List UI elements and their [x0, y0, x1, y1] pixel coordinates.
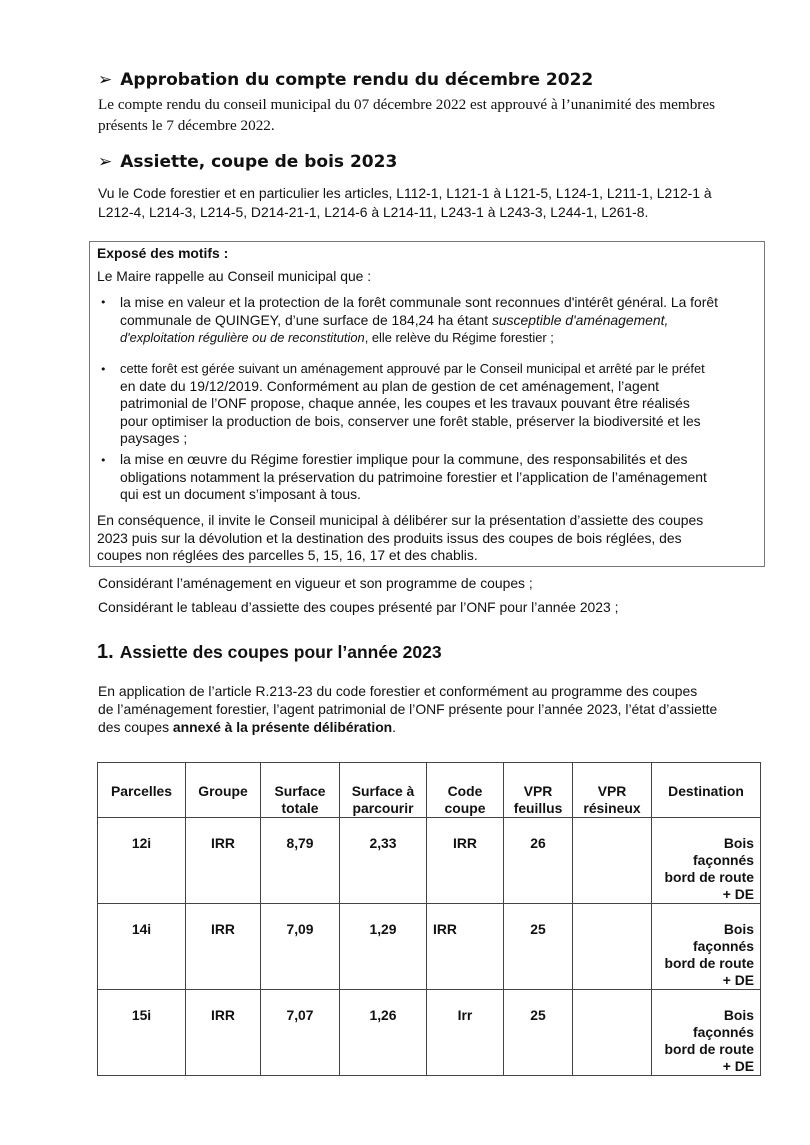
arrow-bullet-icon: ➢ [98, 152, 113, 172]
motifs-intro: Le Maire rappelle au Conseil municipal que : [97, 268, 372, 284]
cell-vpr-resineux [573, 818, 652, 904]
heading-approbation-text: Approbation du compte rendu du décembre 2022 [120, 70, 594, 90]
motifs-title: Exposé des motifs : [97, 245, 229, 261]
heading-assiette [98, 152, 397, 172]
motifs-bullet-2 [120, 360, 757, 448]
vu-code-forestier-paragraph [98, 184, 758, 222]
bullet-line: la mise en valeur et la protection de la forêt communale sont reconnues d'intérêt général. La forêt [120, 294, 718, 310]
table-header-row [98, 763, 761, 818]
section-1-line-bold: annexé à la présente délibération [172, 719, 393, 735]
assiette-table [97, 762, 761, 1076]
conclusion-line: coupes non réglées des parcelles 5, 15, 16, 17 et des chablis. [97, 547, 478, 563]
cell-vpr-feuillus: 25 [504, 990, 573, 1076]
bullet-line: la mise en œuvre du Régime forestier implique pour la commune, des responsabilités et des [120, 451, 688, 467]
section-1-line: des coupes [98, 719, 173, 735]
cell-groupe: IRR [186, 818, 261, 904]
header-parcelles: Parcelles [98, 763, 186, 818]
cell-groupe: IRR [186, 904, 261, 990]
header-surface-totale: Surface totale [261, 763, 340, 818]
header-code-coupe: Code coupe [427, 763, 504, 818]
cell-vpr-feuillus: 26 [504, 818, 573, 904]
table-row [98, 818, 761, 904]
heading-assiette-text: Assiette, coupe de bois 2023 [120, 152, 398, 172]
cell-surface-totale: 8,79 [261, 818, 340, 904]
conclusion-line: En conséquence, il invite le Conseil municipal à délibérer sur la présentation d’assiette des coupes [97, 512, 704, 528]
cell-parcelle: 15i [98, 990, 186, 1076]
table-row [98, 990, 761, 1076]
cell-destination: Bois façonnés bord de route + DE [652, 904, 761, 990]
considerant-tableau: Considérant le tableau d’assiette des coupes présenté par l’ONF pour l’année 2023 ; [98, 599, 619, 615]
cell-code-coupe: Irr [427, 990, 504, 1076]
section-1-number: 1. [97, 641, 114, 663]
bullet-line-italic: d'exploitation régulière ou de reconstitution [120, 330, 365, 345]
bullet-line: , elle relève du Régime forestier ; [364, 330, 554, 345]
heading-approbation [98, 70, 593, 90]
cell-destination: Bois façonnés bord de route + DE [652, 990, 761, 1076]
cell-surface-totale: 7,09 [261, 904, 340, 990]
cell-parcelle: 12i [98, 818, 186, 904]
bullet-icon: • [100, 296, 107, 309]
bullet-icon: • [100, 363, 107, 376]
considerant-amenagement: Considérant l’aménagement en vigueur et son programme de coupes ; [98, 575, 533, 591]
section-1-line: . [392, 719, 397, 735]
motifs-conclusion [97, 512, 757, 565]
table-row [98, 904, 761, 990]
header-surface-parcourir: Surface à parcourir [340, 763, 427, 818]
bullet-line: communale de QUINGEY, d’une surface de 184,24 ha étant [120, 311, 492, 328]
header-destination: Destination [652, 763, 761, 818]
vu-code-line: L212-4, L214-3, L214-5, D214-21-1, L214-6 à L214-11, L243-1 à L243-3, L244-1, L261-8. [98, 204, 649, 220]
cell-surface-parcourir: 1,26 [340, 990, 427, 1076]
approbation-line: Le compte rendu du conseil municipal du 07 décembre 2022 est approuvé à l’unanimité des membres [98, 96, 716, 113]
bullet-line: paysages ; [120, 430, 188, 446]
cell-code-coupe: IRR [427, 904, 504, 990]
arrow-bullet-icon: ➢ [98, 70, 113, 90]
cell-groupe: IRR [186, 990, 261, 1076]
section-1-title: Assiette des coupes pour l’année 2023 [119, 642, 442, 662]
bullet-icon: • [100, 454, 107, 467]
section-1-paragraph [98, 682, 758, 736]
bullet-line: qui est un document s’imposant à tous. [120, 486, 361, 502]
header-groupe: Groupe [186, 763, 261, 818]
section-1-line: de l’aménagement forestier, l’agent patrimonial de l’ONF présente pour l’année 2023, l’état d’assiette [98, 701, 718, 717]
header-vpr-feuillus: VPR feuillus [504, 763, 573, 818]
cell-surface-parcourir: 1,29 [340, 904, 427, 990]
bullet-line-italic: susceptible d'aménagement, [491, 311, 669, 328]
motifs-bullet-3 [120, 451, 757, 504]
section-1-heading [97, 641, 442, 664]
vu-code-line: Vu le Code forestier et en particulier les articles, L112-1, L121-1 à L121-5, L124-1, L211-1, L212-1 à [98, 185, 712, 201]
bullet-line: patrimonial de l’ONF propose, chaque année, les coupes et les travaux pouvant être réalisés [120, 395, 690, 411]
cell-destination: Bois façonnés bord de route + DE [652, 818, 761, 904]
bullet-line: en date du 19/12/2019. Conformément au plan de gestion de cet aménagement, l’agent [120, 377, 660, 394]
motifs-bullet-1 [120, 294, 757, 347]
bullet-line: pour optimiser la production de bois, conserver une forêt stable, préserver la biodiversité et les [120, 412, 701, 429]
cell-parcelle: 14i [98, 904, 186, 990]
cell-code-coupe: IRR [427, 818, 504, 904]
conclusion-line: 2023 puis sur la dévolution et la destination des produits issus des coupes de bois réglées, des [97, 529, 682, 546]
cell-vpr-feuillus: 25 [504, 904, 573, 990]
section-1-line: En application de l’article R.213-23 du code forestier et conformément au programme des coupes [98, 683, 698, 699]
approbation-paragraph [98, 94, 758, 136]
cell-surface-parcourir: 2,33 [340, 818, 427, 904]
cell-vpr-resineux [573, 990, 652, 1076]
cell-vpr-resineux [573, 904, 652, 990]
header-vpr-resineux: VPR résineux [573, 763, 652, 818]
cell-surface-totale: 7,07 [261, 990, 340, 1076]
approbation-line: présents le 7 décembre 2022. [98, 117, 275, 134]
bullet-line: cette forêt est gérée suivant un aménagement approuvé par le Conseil municipal et arrêté par le préfet [120, 361, 705, 376]
bullet-line: obligations notamment la préservation du patrimoine forestier et l’application de l’aménagement [120, 468, 707, 485]
